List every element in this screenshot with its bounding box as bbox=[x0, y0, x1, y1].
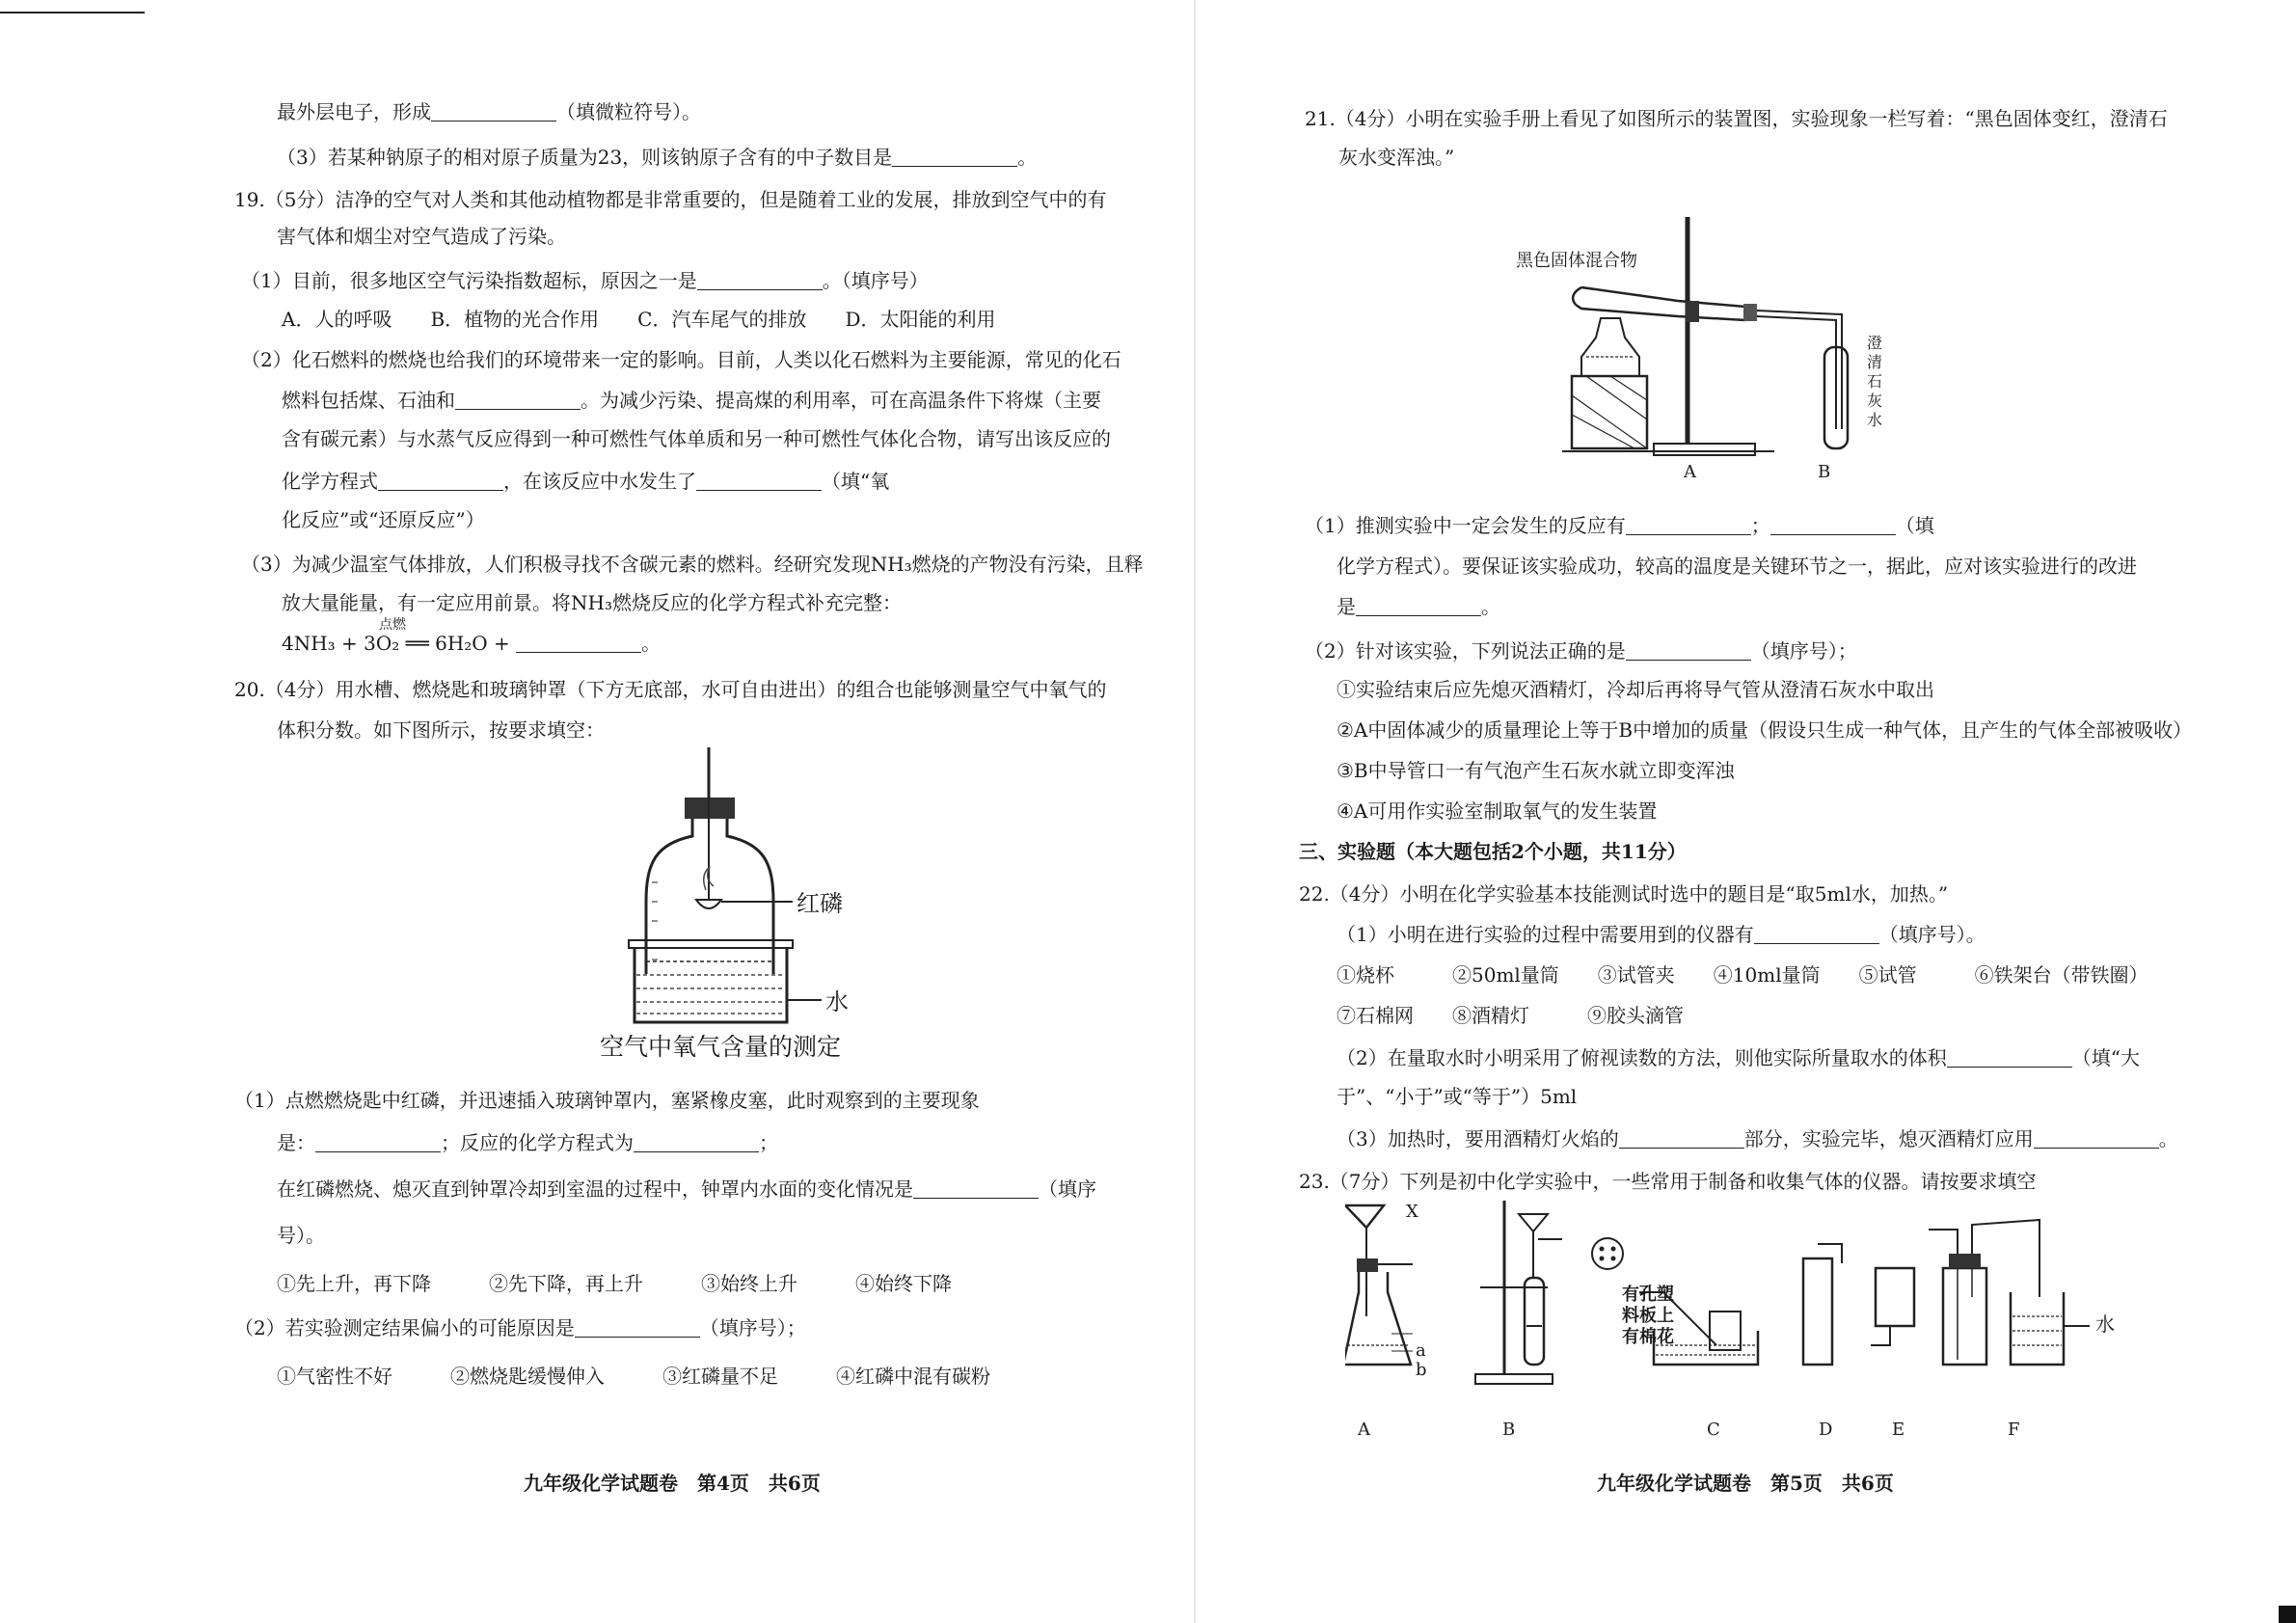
answer-blank[interactable] bbox=[892, 147, 1017, 167]
q19-3-line-1: （3）为减少温室气体排放，人们积极寻找不含碳元素的燃料。经研究发现NH₃燃烧的产物没有污染，且释 bbox=[241, 553, 1144, 576]
q19-1: （1）目前，很多地区空气污染指数超标，原因之一是 。（填序号） bbox=[241, 269, 929, 292]
page-footer: 九年级化学试题卷 第5页 共6页 bbox=[1597, 1472, 1894, 1495]
answer-blank[interactable] bbox=[697, 270, 823, 290]
q19-1-options: A．人的呼吸 B．植物的光合作用 C．汽车尾气的排放 D．太阳能的利用 bbox=[282, 308, 996, 331]
label-fig-F: F bbox=[2008, 1420, 2020, 1440]
q21-2-option-4: ④A可用作实验室制取氧气的发生装置 bbox=[1337, 799, 1658, 823]
answer-blank[interactable] bbox=[516, 633, 641, 653]
q18-line-1: 最外层电子，形成 （填微粒符号）。 bbox=[277, 100, 701, 123]
answer-blank[interactable] bbox=[575, 1317, 700, 1338]
q19-2-line-1: （2）化石燃料的燃烧也给我们的环境带来一定的影响。目前，人类以化石燃料为主要能源，常见的化石 bbox=[241, 348, 1121, 371]
q21-1-line-1: （1）推测实验中一定会发生的反应有 ； （填 bbox=[1305, 514, 1934, 537]
q22-3: （3）加热时，要用酒精灯火焰的 部分，实验完毕，熄灭酒精灯应用 。 bbox=[1337, 1127, 2178, 1150]
q20-2-options: ①气密性不好 ②燃烧匙缓慢伸入 ③红磷量不足 ④红磷中混有碳粉 bbox=[277, 1365, 990, 1388]
answer-blank[interactable] bbox=[913, 1178, 1039, 1199]
q22-1: （1）小明在进行实验的过程中需要用到的仪器有 （填序号）。 bbox=[1337, 923, 1985, 946]
q19-3-line-2: 放大量能量，有一定应用前景。将NH₃燃烧反应的化学方程式补充完整： bbox=[282, 591, 902, 614]
q19-2-line-2: 燃料包括煤、石油和 。为减少污染、提高煤的利用率，可在高温条件下将煤（主要 bbox=[282, 389, 1101, 412]
answer-blank[interactable] bbox=[1619, 1128, 1744, 1149]
q21-1-line-3: 是 。 bbox=[1337, 595, 1500, 618]
page-footer: 九年级化学试题卷 第4页 共6页 bbox=[524, 1472, 821, 1495]
answer-blank[interactable] bbox=[1626, 640, 1751, 661]
q20-1-line-4: 号）。 bbox=[277, 1224, 325, 1247]
q19-3-equation: 4NH₃ + 3O₂ ══ 6H₂O + 。 bbox=[282, 632, 662, 655]
answer-blank[interactable] bbox=[634, 1132, 759, 1152]
answer-blank[interactable] bbox=[696, 471, 822, 491]
answer-blank[interactable] bbox=[1626, 515, 1751, 535]
q19-2-line-5: 化反应”或“还原反应”） bbox=[282, 508, 485, 531]
label-apparatus-A: A bbox=[1684, 462, 1696, 482]
q19-stem-2: 害气体和烟尘对空气造成了污染。 bbox=[277, 225, 566, 248]
q22-stem: 22.（4分）小明在化学实验基本技能测试时选中的题目是“取5ml水，加热。” bbox=[1299, 882, 1949, 906]
q21-1-line-2: 化学方程式）。要保证该实验成功，较高的温度是关键环节之一，据此，应对该实验进行的改进 bbox=[1337, 555, 2137, 578]
answer-blank[interactable] bbox=[1754, 924, 1879, 944]
bell-jar-figure bbox=[617, 747, 906, 1066]
q22-1-options-1: ①烧杯 ②50ml量筒 ③试管夹 ④10ml量筒 ⑤试管 ⑥铁架台（带铁圈） bbox=[1337, 963, 2148, 987]
q21-stem-2: 灰水变浑浊。” bbox=[1338, 146, 1455, 169]
q22-1-options-2: ⑦石棉网 ⑧酒精灯 ⑨胶头滴管 bbox=[1337, 1004, 1684, 1027]
section-heading-experiments: 三、实验题（本大题包括2个小题，共11分） bbox=[1299, 840, 1687, 863]
answer-blank[interactable] bbox=[315, 1132, 441, 1152]
q21-2-option-1: ①实验结束后应先熄灭酒精灯，冷却后再将导气管从澄清石灰水中取出 bbox=[1337, 678, 1934, 701]
q20-stem-2: 体积分数。如下图所示，按要求填空： bbox=[277, 718, 605, 742]
q21-2-option-2: ②A中固体减少的质量理论上等于B中增加的质量（假设只生成一种气体，且产生的气体全部被吸收） bbox=[1337, 718, 2193, 742]
answer-blank[interactable] bbox=[1770, 515, 1896, 535]
answer-blank[interactable] bbox=[431, 101, 556, 122]
apparatus-figure-23 bbox=[1345, 1201, 2232, 1393]
page-5 bbox=[1148, 0, 2296, 1623]
label-fig-A: A bbox=[1358, 1420, 1370, 1440]
answer-blank[interactable] bbox=[1356, 596, 1481, 616]
answer-blank[interactable] bbox=[2034, 1128, 2159, 1149]
q23-stem: 23.（7分）下列是初中化学实验中，一些常用于制备和收集气体的仪器。请按要求填空 bbox=[1299, 1170, 2037, 1193]
q20-1-line-2: 是： ；反应的化学方程式为 ； bbox=[277, 1131, 778, 1154]
q21-stem-1: 21.（4分）小明在实验手册上看见了如图所示的装置图，实验现象一栏写着：“黑色固体变红，澄清石 bbox=[1305, 107, 2168, 130]
label-red-phosphorus: 红磷 bbox=[797, 890, 843, 917]
q19-2-line-4: 化学方程式 ，在该反应中水发生了 （填“氧 bbox=[282, 470, 890, 493]
label-perforated-plate: 有孔塑料板上有棉花 bbox=[1622, 1285, 1674, 1347]
label-fig-B: B bbox=[1502, 1420, 1516, 1440]
q20-1-options: ①先上升，再下降 ②先下降，再上升 ③始终上升 ④始终下降 bbox=[277, 1272, 952, 1295]
reaction-condition: 点燃 bbox=[379, 617, 406, 633]
q22-2-line-1: （2）在量取水时小明采用了俯视读数的方法，则他实际所量取水的体积 （填“大 bbox=[1337, 1046, 2140, 1069]
label-fig-E: E bbox=[1892, 1420, 1905, 1440]
q20-2: （2）若实验测定结果偏小的可能原因是 （填序号）； bbox=[234, 1316, 806, 1339]
q19-2-line-3: 含有碳元素）与水蒸气反应得到一种可燃性气体单质和另一种可燃性气体化合物，请写出该反应的 bbox=[282, 427, 1111, 450]
q18-line-2: （3）若某种钠原子的相对原子质量为23，则该钠原子含有的中子数目是 。 bbox=[277, 146, 1038, 169]
label-limewater: 澄清石灰水 bbox=[1867, 334, 1883, 429]
label-fig-C: C bbox=[1707, 1420, 1720, 1440]
q21-2-option-3: ③B中导管口一有气泡产生石灰水就立即变浑浊 bbox=[1337, 759, 1735, 782]
label-b: b bbox=[1416, 1360, 1427, 1380]
answer-blank[interactable] bbox=[1947, 1047, 2072, 1068]
answer-blank[interactable] bbox=[378, 471, 503, 491]
q19-stem-1: 19.（5分）洁净的空气对人类和其他动植物都是非常重要的，但是随着工业的发展，排放到空气中的有 bbox=[234, 188, 1107, 211]
label-black-solid-mixture: 黑色固体混合物 bbox=[1516, 251, 1637, 271]
label-a: a bbox=[1416, 1340, 1426, 1361]
label-water: 水 bbox=[825, 988, 849, 1015]
label-X: X bbox=[1406, 1202, 1418, 1222]
q20-1-line-1: （1）点燃燃烧匙中红磷，并迅速插入玻璃钟罩内，塞紧橡皮塞，此时观察到的主要现象 bbox=[234, 1089, 980, 1112]
q22-2-line-2: 于”、“小于”或“等于”）5ml bbox=[1337, 1085, 1578, 1108]
q20-stem-1: 20.（4分）用水槽、燃烧匙和玻璃钟罩（下方无底部，水可自由进出）的组合也能够测量空气中氧气的 bbox=[234, 678, 1107, 701]
figure-caption: 空气中氧气含量的测定 bbox=[600, 1033, 842, 1061]
label-water-F: 水 bbox=[2095, 1312, 2115, 1336]
label-fig-D: D bbox=[1819, 1420, 1833, 1440]
q20-1-line-3: 在红磷燃烧、熄灭直到钟罩冷却到室温的过程中，钟罩内水面的变化情况是 （填序 bbox=[277, 1177, 1096, 1201]
scan-corner-mark bbox=[2279, 1606, 2296, 1623]
answer-blank[interactable] bbox=[455, 390, 581, 410]
q21-2: （2）针对该实验，下列说法正确的是 （填序号）； bbox=[1305, 639, 1857, 663]
label-apparatus-B: B bbox=[1818, 462, 1831, 482]
